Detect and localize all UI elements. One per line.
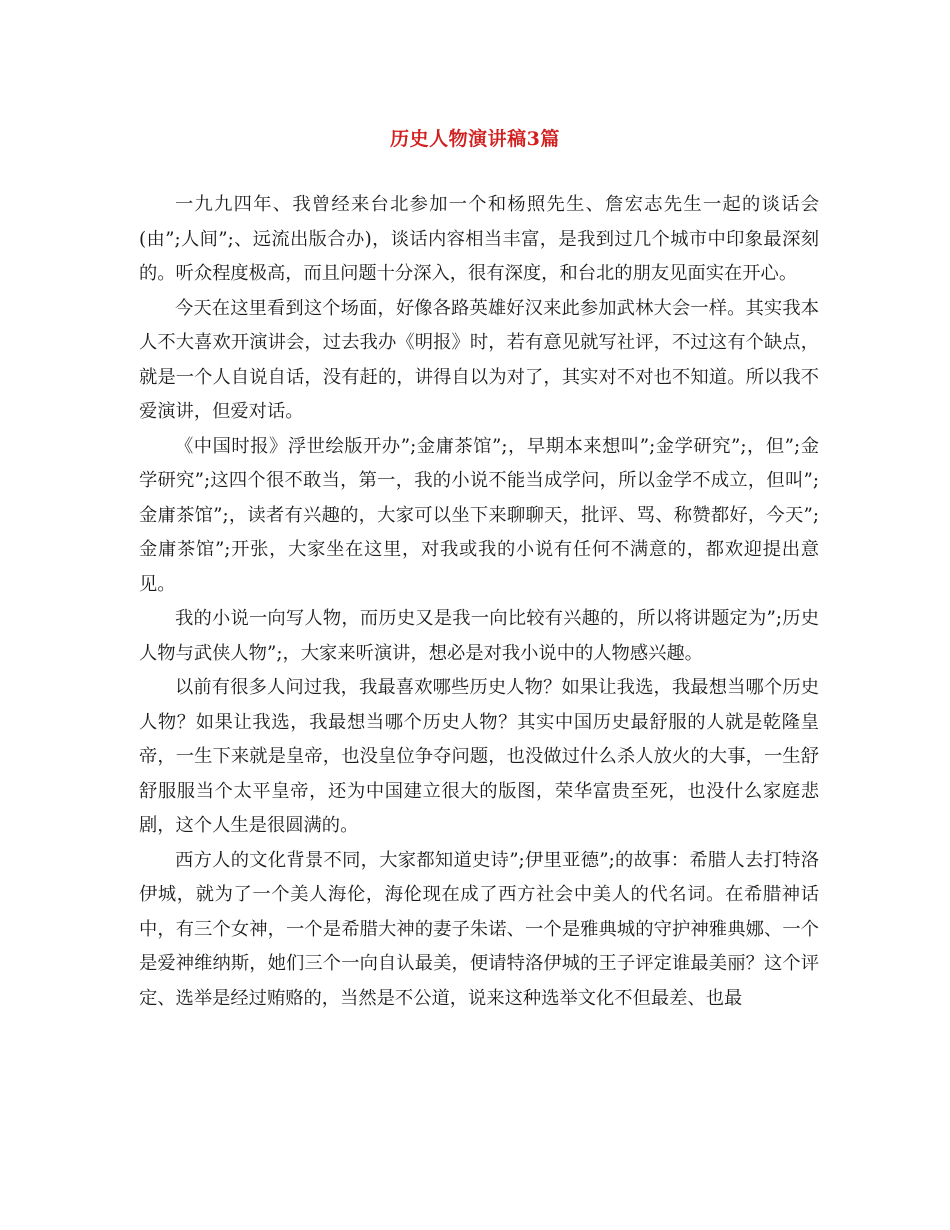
paragraph: 西方人的文化背景不同，大家都知道史诗”;伊里亚德”;的故事：希腊人去打特洛伊城，就为了一个美人海伦，海伦现在成了西方社会中美人的代名词。在希腊神话中，有三个女神，一个是希腊大神的妻子朱诺、一个是雅典城的守护神雅典娜、一个是爱神维纳斯，她们三个一向自认最美，便请特洛伊城的王子评定谁最美丽？这个评定、选举是经过贿赂的，当然是不公道，说来这种选举文化不但最差、也最	[139, 849, 819, 1009]
paragraph: 一九九四年、我曾经来台北参加一个和杨照先生、詹宏志先生一起的谈话会(由”;人间”;、远流出版合办)，谈话内容相当丰富，是我到过几个城市中印象最深刻的。听众程度极高，而且问题十分深入，很有深度，和台北的朋友见面实在开心。	[139, 194, 819, 284]
document-body	[139, 188, 819, 1016]
document-title: 历史人物演讲稿3篇	[390, 128, 560, 150]
paragraph: 今天在这里看到这个场面，好像各路英雄好汉来此参加武林大会一样。其实我本人不大喜欢开演讲会，过去我办《明报》时，若有意见就写社评，不过这有个缺点，就是一个人自说自话，没有赶的，讲得自以为对了，其实对不对也不知道。所以我不爱演讲，但爱对话。	[139, 297, 819, 422]
paragraph: 我的小说一向写人物，而历史又是我一向比较有兴趣的，所以将讲题定为”;历史人物与武侠人物”;，大家来听演讲，想必是对我小说中的人物感兴趣。	[139, 608, 819, 664]
paragraph: 《中国时报》浮世绘版开办”;金庸茶馆”;，早期本来想叫”;金学研究”;，但”;金学研究”;这四个很不敢当，第一，我的小说不能当成学问，所以金学不成立，但叫”;金庸茶馆”;，读者有兴趣的，大家可以坐下来聊聊天，批评、骂、称赞都好，今天”;金庸茶馆”;开张，大家坐在这里，对我或我的小说有任何不满意的，都欢迎提出意见。	[139, 435, 819, 595]
paragraph: 以前有很多人问过我，我最喜欢哪些历史人物？如果让我选，我最想当哪个历史人物？如果让我选，我最想当哪个历史人物？其实中国历史最舒服的人就是乾隆皇帝，一生下来就是皇帝，也没皇位争夺问题，也没做过什么杀人放火的大事，一生舒舒服服当个太平皇帝，还为中国建立很大的版图，荣华富贵至死，也没什么家庭悲剧，这个人生是很圆满的。	[139, 677, 819, 836]
